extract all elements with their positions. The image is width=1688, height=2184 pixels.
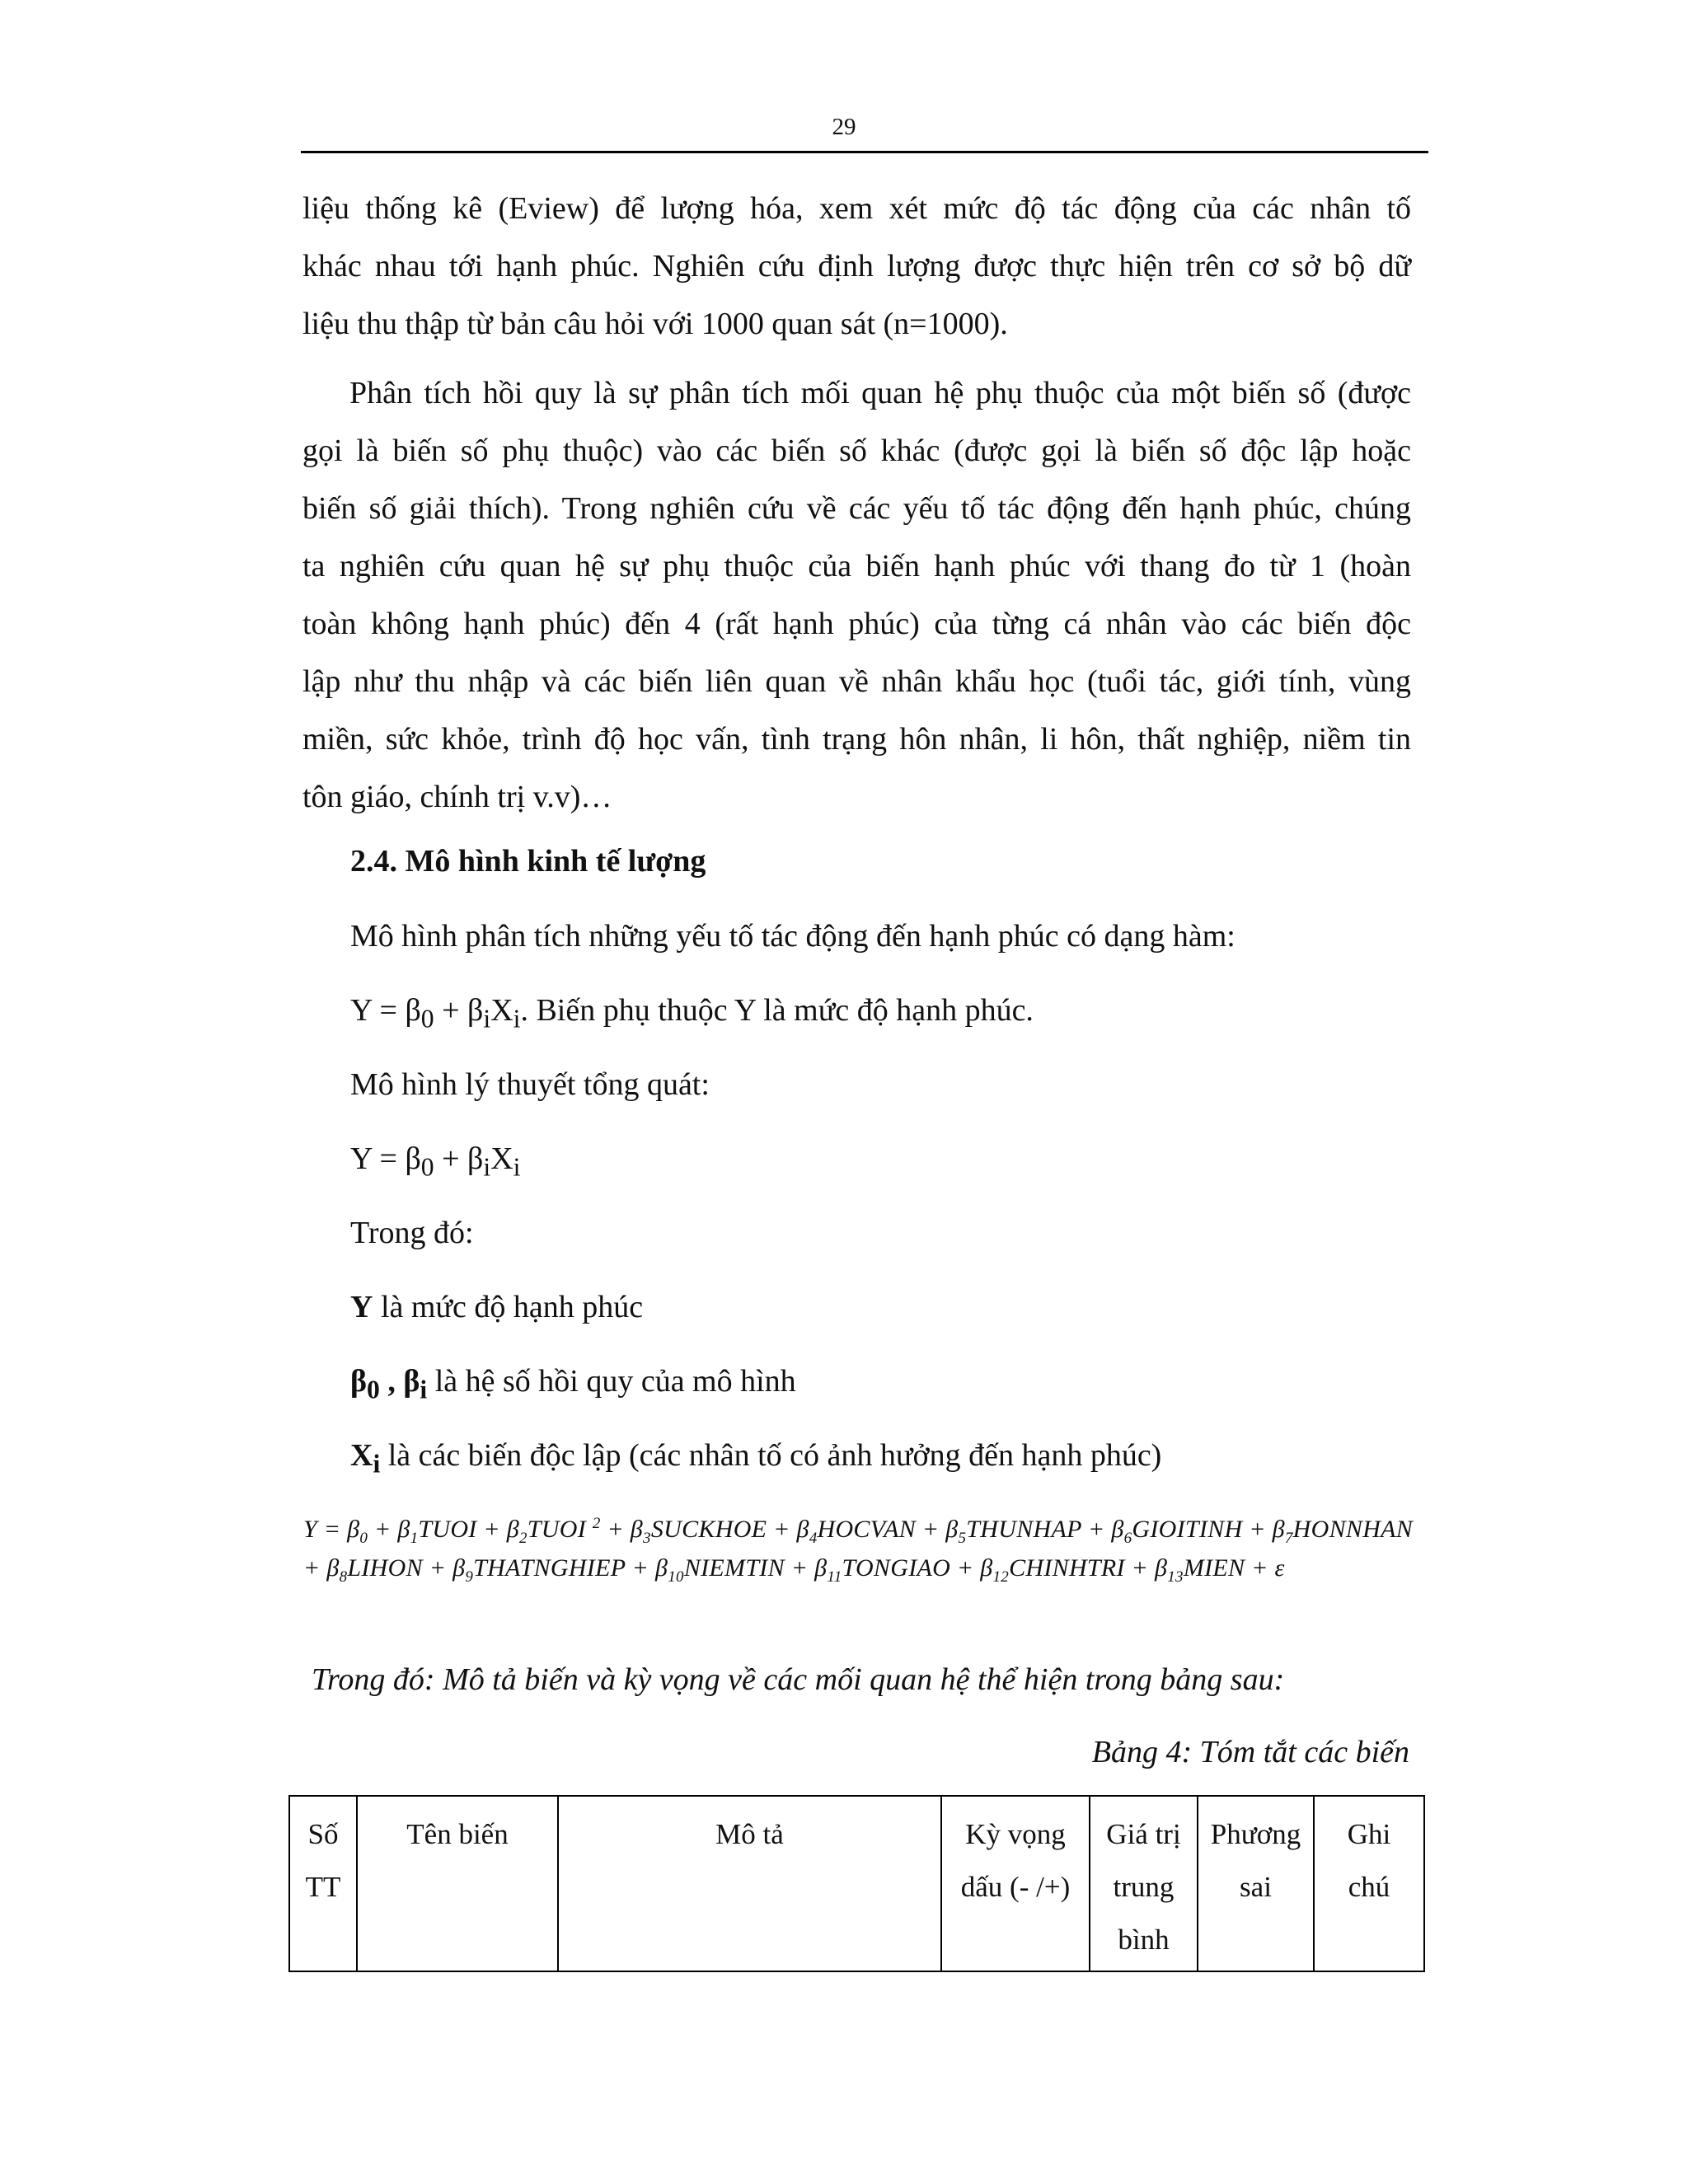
formula-subscript: 12 [992,1568,1010,1586]
definition-y [350,1289,643,1325]
formula-term: TUOI [418,1516,477,1543]
table-header-text: Kỳ vọng [965,1818,1066,1850]
definition-text: là hệ số hồi quy của mô hình [427,1364,796,1399]
formula-term: + β [600,1516,644,1543]
equation-basic [350,992,1034,1034]
formula-term: + β [950,1554,993,1582]
formula-term: HONNHAN [1292,1516,1414,1543]
definition-text: là mức độ hạnh phúc [373,1290,644,1324]
table-header-text: Phương [1210,1818,1301,1850]
eq-sub: i [483,1004,491,1033]
formula-subscript: 11 [827,1568,842,1586]
formula-term: TUOI [527,1516,593,1543]
formula-term: THUNHAP [966,1516,1082,1543]
formula-term: + β [476,1516,519,1543]
formula-subscript: 6 [1123,1530,1132,1547]
paragraph-line: liệu thu thập từ bản câu hỏi với 1000 quan sát (n=1000). [302,307,1008,341]
paragraph-line: biến số giải thích). Trong nghiên cứu về các yếu tố tác động đến hạnh phúc, chúng [302,491,1411,526]
formula-term: THATNGHIEP [473,1554,626,1582]
paragraph-line: lập như thu nhập và các biến liên quan về nhân khẩu học (tuổi tác, giới tính, vùng [302,664,1411,699]
formula-term: + β [767,1516,809,1543]
formula-superscript: 2 [592,1515,601,1532]
formula-term: + β [1124,1554,1168,1582]
formula-subscript: 9 [465,1568,474,1586]
formula-term: LIHON [347,1554,423,1582]
table-header-text: sai [1240,1871,1272,1903]
formula-subscript: 3 [643,1530,651,1547]
where-label: Trong đó: [350,1216,474,1250]
page-number: 29 [832,114,856,140]
table-header-text: bình [1118,1924,1170,1956]
eq-sub: i [513,1004,521,1033]
eq-sub: 0 [420,1004,434,1033]
model-intro: Mô hình phân tích những yếu tố tác động đến hạnh phúc có dạng hàm: [350,919,1236,954]
table-header-text: Mô tả [715,1818,784,1850]
formula-term: NIEMTIN [683,1554,785,1582]
table-header-text: Tên biến [406,1818,509,1850]
paragraph-line: liệu thống kê (Eview) để lượng hóa, xem xét mức độ tác động của các nhân tố [302,191,1411,226]
formula-subscript: 4 [809,1530,818,1547]
table-header-cell [941,1796,1090,1971]
symbol-y: Y [350,1290,373,1324]
formula-subscript: 7 [1284,1530,1293,1547]
formula-term: + β [916,1516,959,1543]
formula-term: MIEN [1183,1554,1245,1582]
eq-description: . Biến phụ thuộc Y là mức độ hạnh phúc. [520,993,1034,1028]
table-header-text: Giá trị [1106,1818,1181,1850]
formula-subscript: 5 [958,1530,967,1547]
section-heading: 2.4. Mô hình kinh tế lượng [350,844,706,879]
table-header-text: Ghi [1347,1818,1391,1850]
variables-table [288,1795,1425,1972]
eq-sub: 0 [420,1152,434,1182]
table-header-cell [357,1796,558,1971]
symbol-beta0: $\beta_0$ , $\beta_i$ [350,1364,428,1404]
table-header-cell [1314,1796,1424,1971]
paragraph-line: gọi là biến số phụ thuộc) vào các biến số khác (được gọi là biến số độc lập hoặc [302,434,1411,468]
formula-term: + β [1242,1516,1285,1543]
paragraph-line: Phân tích hồi quy là sự phân tích mối quan hệ phụ thuộc của một biến số (được [349,376,1411,410]
table-header-text: chú [1348,1871,1390,1903]
table-header-text: TT [305,1871,341,1903]
eq-mid: + β [434,1141,484,1176]
formula-term: + ε [1245,1554,1285,1582]
eq-mid: + β [434,993,484,1028]
eq-var: X [490,1141,513,1176]
paragraph-line: tôn giáo, chính trị v.v)… [302,780,612,814]
formula-term: SUCKHOE [650,1516,767,1543]
regression-equation-line-1 [303,1515,1413,1548]
formula-term: + β [1081,1516,1124,1543]
table-header-cell [558,1796,941,1971]
formula-subscript: 13 [1167,1568,1184,1586]
table-caption: Bảng 4: Tóm tắt các biến [1091,1735,1409,1769]
formula-subscript: 8 [339,1568,348,1586]
header-rule [301,151,1428,153]
symbol-x: $X_i$ [350,1438,381,1479]
eq-sub: i [513,1152,521,1182]
eq-sub: i [483,1152,491,1182]
table-header-cell [1090,1796,1198,1971]
equation-general [350,1141,520,1183]
paragraph-line: toàn không hạnh phúc) đến 4 (rất hạnh phúc) của từng cá nhân vào các biến độc [302,607,1411,641]
table-header-row [289,1796,1424,1971]
formula-term: Y = β [303,1516,360,1543]
paragraph-regression [302,364,1411,826]
paragraph-line: khác nhau tới hạnh phúc. Nghiên cứu định lượng được thực hiện trên cơ sở bộ dữ [302,249,1411,284]
table-header-cell [289,1796,357,1971]
definition-text: là các biến độc lập (các nhân tố có ảnh hưởng đến hạnh phúc) [380,1438,1162,1473]
table-header-text: dấu (- /+) [960,1871,1071,1903]
table-header-cell [1198,1796,1314,1971]
definition-x [350,1437,1161,1479]
general-model-label: Mô hình lý thuyết tổng quát: [350,1067,710,1102]
table-intro: Trong đó: Mô tả biến và kỳ vọng về các mối quan hệ thể hiện trong bảng sau: [312,1662,1285,1697]
formula-term: GIOITINH [1132,1516,1243,1543]
formula-term: CHINHTRI [1009,1554,1125,1582]
formula-term: TONGIAO [842,1554,951,1582]
table-header-text: Số [307,1818,339,1850]
formula-term: + β [368,1516,410,1543]
formula-term: + β [625,1554,668,1582]
formula-term: HOCVAN [817,1516,917,1543]
eq-lhs: Y = β [350,1141,421,1176]
definition-beta [350,1363,796,1405]
paragraph-line: ta nghiên cứu quan hệ sự phụ thuộc của biến hạnh phúc với thang đo từ 1 (hoàn [302,549,1411,583]
formula-term: + β [422,1554,466,1582]
formula-subscript: 2 [519,1530,528,1547]
paragraph-intro [302,180,1411,353]
table-header-text: trung [1113,1871,1175,1903]
regression-equation-line-2 [303,1554,1285,1586]
paragraph-line: miền, sức khỏe, trình độ học vấn, tình trạng hôn nhân, li hôn, thất nghiệp, niềm tin [302,722,1411,757]
formula-subscript: 0 [359,1530,368,1547]
formula-term: + β [303,1554,340,1582]
formula-term: + β [784,1554,828,1582]
eq-lhs: Y = β [350,993,421,1028]
formula-subscript: 1 [410,1530,419,1547]
formula-subscript: 10 [668,1568,684,1586]
eq-var: X [490,993,513,1028]
